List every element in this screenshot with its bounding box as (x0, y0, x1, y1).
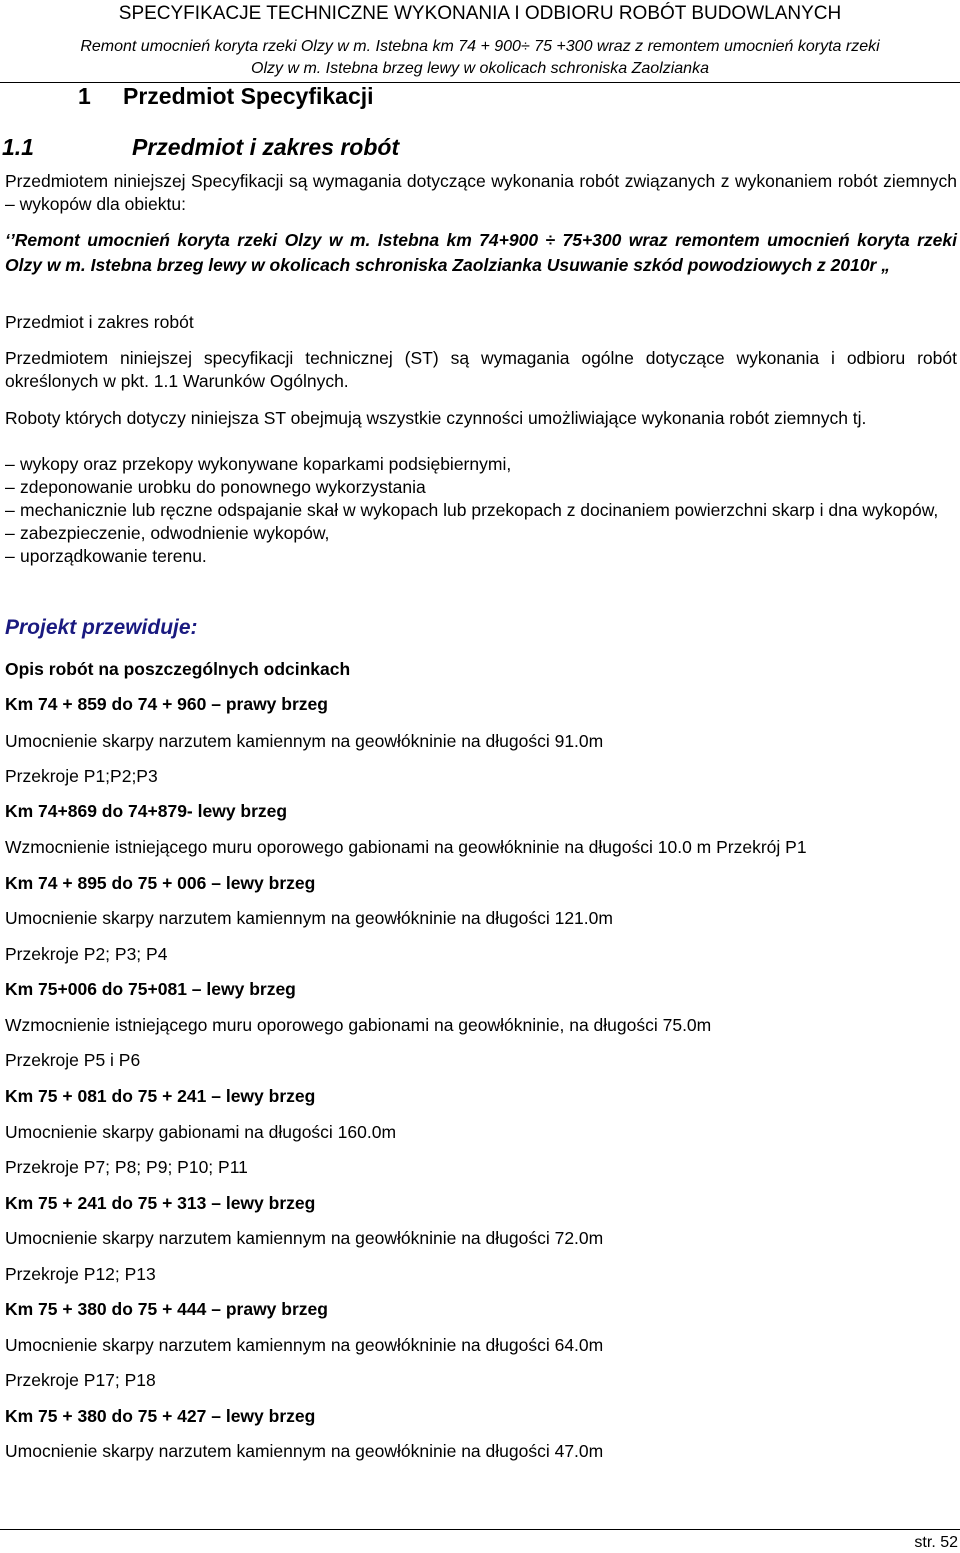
cross-sections: Przekroje P2; P3; P4 (5, 944, 168, 964)
km-range-heading: Km 75 + 380 do 75 + 427 – lewy brzeg (5, 1406, 316, 1426)
work-description: Umocnienie skarpy narzutem kamiennym na geowłókninie na długości 121.0m (5, 908, 613, 928)
opis-heading: Opis robót na poszczególnych odcinkach (5, 659, 351, 679)
km-range-heading: Km 75 + 081 do 75 + 241 – lewy brzeg (5, 1086, 316, 1106)
cross-sections: Przekroje P17; P18 (5, 1370, 156, 1390)
km-range-heading: Km 74 + 859 do 74 + 960 – prawy brzeg (5, 694, 328, 714)
cross-sections: Przekroje P5 i P6 (5, 1050, 141, 1070)
section-1-1-title: Przedmiot i zakres robót (132, 134, 400, 160)
work-description: Umocnienie skarpy gabionami na długości 160.0m (5, 1122, 397, 1142)
work-description: Wzmocnienie istniejącego muru oporowego gabionami na geowłókninie na długości 10.0 m Przekrój P1 (5, 837, 807, 857)
work-description: Umocnienie skarpy narzutem kamiennym na geowłókninie na długości 64.0m (5, 1335, 604, 1355)
work-description: Umocnienie skarpy narzutem kamiennym na geowłókninie na długości 91.0m (5, 731, 604, 751)
list-item: – mechanicznie lub ręczne odspajanie skał w wykopach lub przekopach z docinaniem powierzchni skarp i dna wykopów, (5, 500, 939, 520)
section-1-1-heading (2, 134, 954, 161)
section-1-title: Przedmiot Specyfikacji (123, 83, 374, 109)
km-range-heading: Km 75 + 241 do 75 + 313 – lewy brzeg (5, 1193, 316, 1213)
projekt-heading: Projekt przewiduje: (5, 616, 198, 639)
footer-divider (0, 1529, 960, 1530)
km-range-heading: Km 75 + 380 do 75 + 444 – prawy brzeg (5, 1299, 328, 1319)
list-item: – zdeponowanie urobku do ponownego wykorzystania (5, 477, 426, 497)
cross-sections: Przekroje P7; P8; P9; P10; P11 (5, 1157, 248, 1177)
list-item: – uporządkowanie terenu. (5, 546, 207, 566)
km-range-heading: Km 74 + 895 do 75 + 006 – lewy brzeg (5, 873, 316, 893)
scope-list (5, 453, 957, 568)
cross-sections: Przekroje P12; P13 (5, 1264, 156, 1284)
work-description: Umocnienie skarpy narzutem kamiennym na geowłókninie na długości 72.0m (5, 1228, 604, 1248)
work-description: Wzmocnienie istniejącego muru oporowego gabionami na geowłókninie, na długości 75.0m (5, 1015, 712, 1035)
list-item: – zabezpieczenie, odwodnienie wykopów, (5, 523, 330, 543)
header-subtitle-line2: Olzy w m. Istebna brzeg lewy w okolicach schroniska Zaolzianka (251, 60, 709, 77)
list-item: – wykopy oraz przekopy wykonywane koparkami podsiębiernymi, (5, 454, 512, 474)
section-1-heading (78, 83, 960, 110)
header-subtitle-line1: Remont umocnień koryta rzeki Olzy w m. Istebna km 74 + 900÷ 75 +300 wraz z remontem umocnień koryta rzeki (80, 38, 880, 55)
scope-paragraph-1: Przedmiotem niniejszej specyfikacji technicznej (ST) są wymagania ogólne dotyczące wykonania i odbioru robót określonych w pkt. 1.1 Warunków Ogólnych. (5, 348, 957, 391)
work-description: Umocnienie skarpy narzutem kamiennym na geowłókninie na długości 47.0m (5, 1441, 604, 1461)
section-1-number: 1 (78, 83, 91, 109)
scope-paragraph-2: Roboty których dotyczy niniejsza ST obejmują wszystkie czynności umożliwiające wykonania robót ziemnych tj. (5, 408, 867, 428)
intro-paragraph: Przedmiotem niniejszej Specyfikacji są wymagania dotyczące wykonania robót związanych z wykonaniem robót ziemnych – wykopów dla obiektu: (5, 171, 957, 214)
header-title: SPECYFIKACJE TECHNICZNE WYKONANIA I ODBIORU ROBÓT BUDOWLANYCH (118, 3, 842, 24)
section-1-1-number: 1.1 (2, 134, 34, 160)
cross-sections: Przekroje P1;P2;P3 (5, 766, 158, 786)
object-title: ‘’Remont umocnień koryta rzeki Olzy w m. Istebna km 74+900 ÷ 75+300 wraz remontem umocnień koryta rzeki Olzy w m. Istebna brzeg lewy w okolicach schroniska Zaolzianka Usuwanie szkód powodziowych z 2010r „ (5, 230, 957, 275)
scope-heading: Przedmiot i zakres robót (5, 312, 194, 332)
km-range-heading: Km 74+869 do 74+879- lewy brzeg (5, 801, 288, 821)
page-number: str. 52 (914, 1534, 958, 1551)
km-range-heading: Km 75+006 do 75+081 – lewy brzeg (5, 979, 296, 999)
